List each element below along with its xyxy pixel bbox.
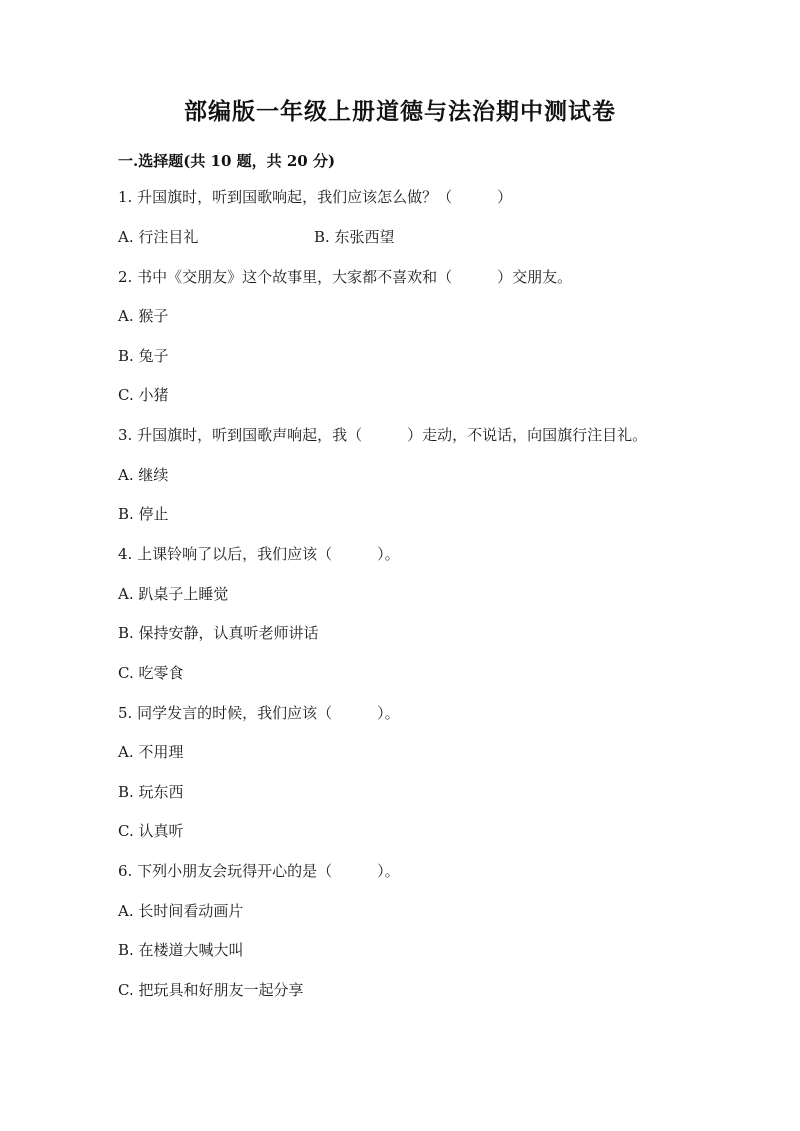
question-5-stem: 5. 同学发言的时候，我们应该（ ）。 [118,704,400,722]
question-6-option-c: C. 把玩具和好朋友一起分享 [118,981,304,999]
question-6-stem: 6. 下列小朋友会玩得开心的是（ ）。 [118,862,400,880]
question-6-option-a: A. 长时间看动画片 [118,902,244,920]
question-2-option-c: C. 小猪 [118,386,169,404]
question-3-stem: 3. 升国旗时，听到国歌声响起，我（ ）走动，不说话，向国旗行注目礼。 [118,426,648,444]
question-3-option-a: A. 继续 [118,466,169,484]
page-title: 部编版一年级上册道德与法治期中测试卷 [184,98,616,125]
question-1-option-b: B. 东张西望 [314,228,395,246]
question-6-option-b: B. 在楼道大喊大叫 [118,941,244,959]
question-5-option-a: A. 不用理 [118,743,184,761]
question-4-stem: 4. 上课铃响了以后，我们应该（ ）。 [118,545,400,563]
question-3-option-b: B. 停止 [118,505,169,523]
question-4-option-b: B. 保持安静，认真听老师讲话 [118,624,319,642]
question-1-option-a: A. 行注目礼 [118,228,199,246]
question-4-option-c: C. 吃零食 [118,664,184,682]
question-5-option-b: B. 玩东西 [118,783,184,801]
question-1-stem: 1. 升国旗时，听到国歌响起，我们应该怎么做？（ ） [118,188,513,206]
question-2-option-a: A. 猴子 [118,307,169,325]
question-4-option-a: A. 趴桌子上睡觉 [118,585,229,603]
question-5-option-c: C. 认真听 [118,822,184,840]
question-2-stem: 2. 书中《交朋友》这个故事里，大家都不喜欢和（ ）交朋友。 [118,268,573,286]
section-heading: 一.选择题(共 10 题，共 20 分) [118,152,336,170]
question-2-option-b: B. 兔子 [118,347,169,365]
